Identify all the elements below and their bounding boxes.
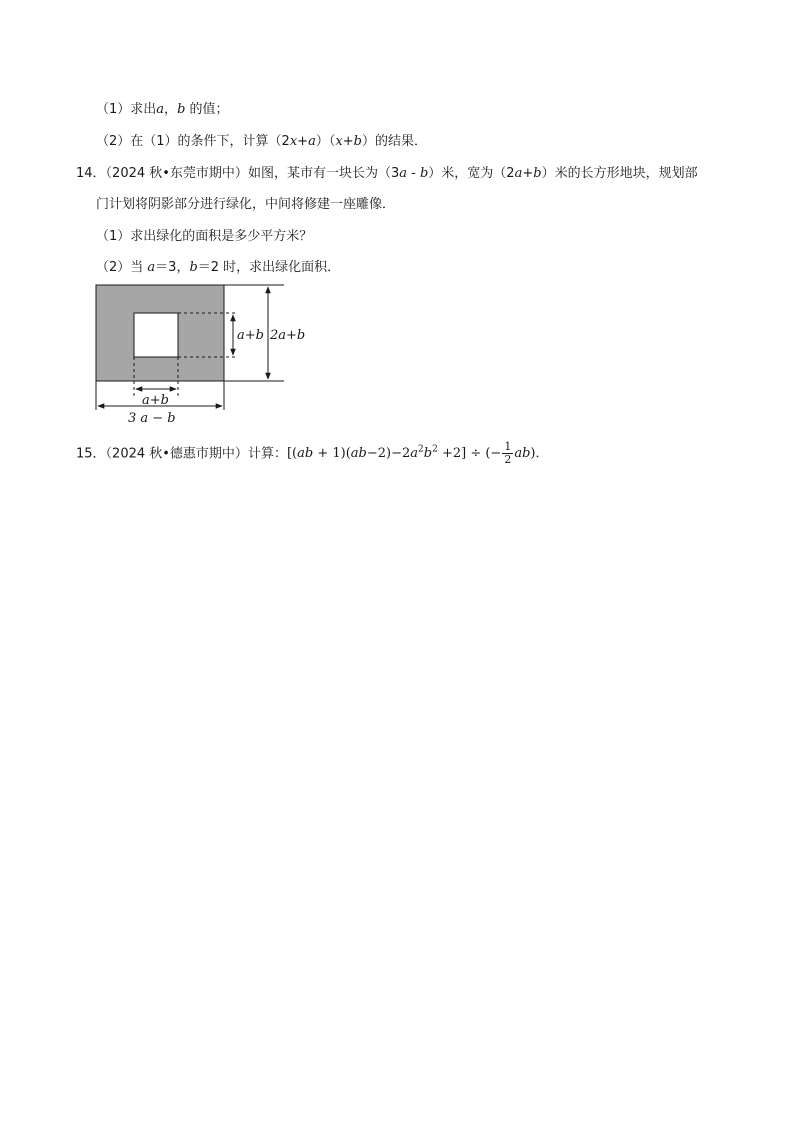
q14-stem-line2: 门计划将阴影部分进行绿化，中间将修建一座雕像．	[96, 197, 396, 212]
q15-expression: $[(ab + 1)(ab-2)-2a^2b^2 +2]$ ÷ (− $\frac{1}{2}$ ab)．	[286, 440, 549, 467]
statue-square	[134, 313, 178, 357]
label-inner-width: a+b	[142, 393, 169, 408]
q13-part2: （2）在（1）的条件下，计算（2x+a）（x+b）的结果．	[96, 134, 427, 149]
question-source: （2024 秋•东莞市期中）	[105, 166, 248, 181]
question-number: 14．	[76, 166, 106, 181]
q14-part1: （1）求出绿化的面积是多少平方米？	[96, 229, 313, 244]
fraction-one-half: $\frac{1}{2}$	[504, 440, 512, 467]
label-inner-height: a+b	[237, 328, 264, 343]
q15-stem: 15．（2024 秋•德惠市期中）计算：$[(ab + 1)(ab-2)-2a^2b^2 +2]$ ÷ (− $\frac{1}{2}$ ab)．	[76, 440, 549, 467]
question-source: （2024 秋•德惠市期中）	[105, 446, 248, 462]
label-outer-width: 3 a − b	[128, 411, 176, 426]
q14-stem-line1: 14．（2024 秋•东莞市期中）如图，某市有一块长为（3a - b）米，宽为（2a+b）米的长方形地块，规划部	[76, 166, 698, 181]
question-number: 15．	[76, 446, 106, 462]
q14-part2: （2）当 a＝3，b＝2 时，求出绿化面积．	[96, 260, 341, 275]
q13-part1: （1）求出a，b 的值；	[96, 102, 229, 117]
label-outer-height: 2a+b	[270, 328, 306, 343]
